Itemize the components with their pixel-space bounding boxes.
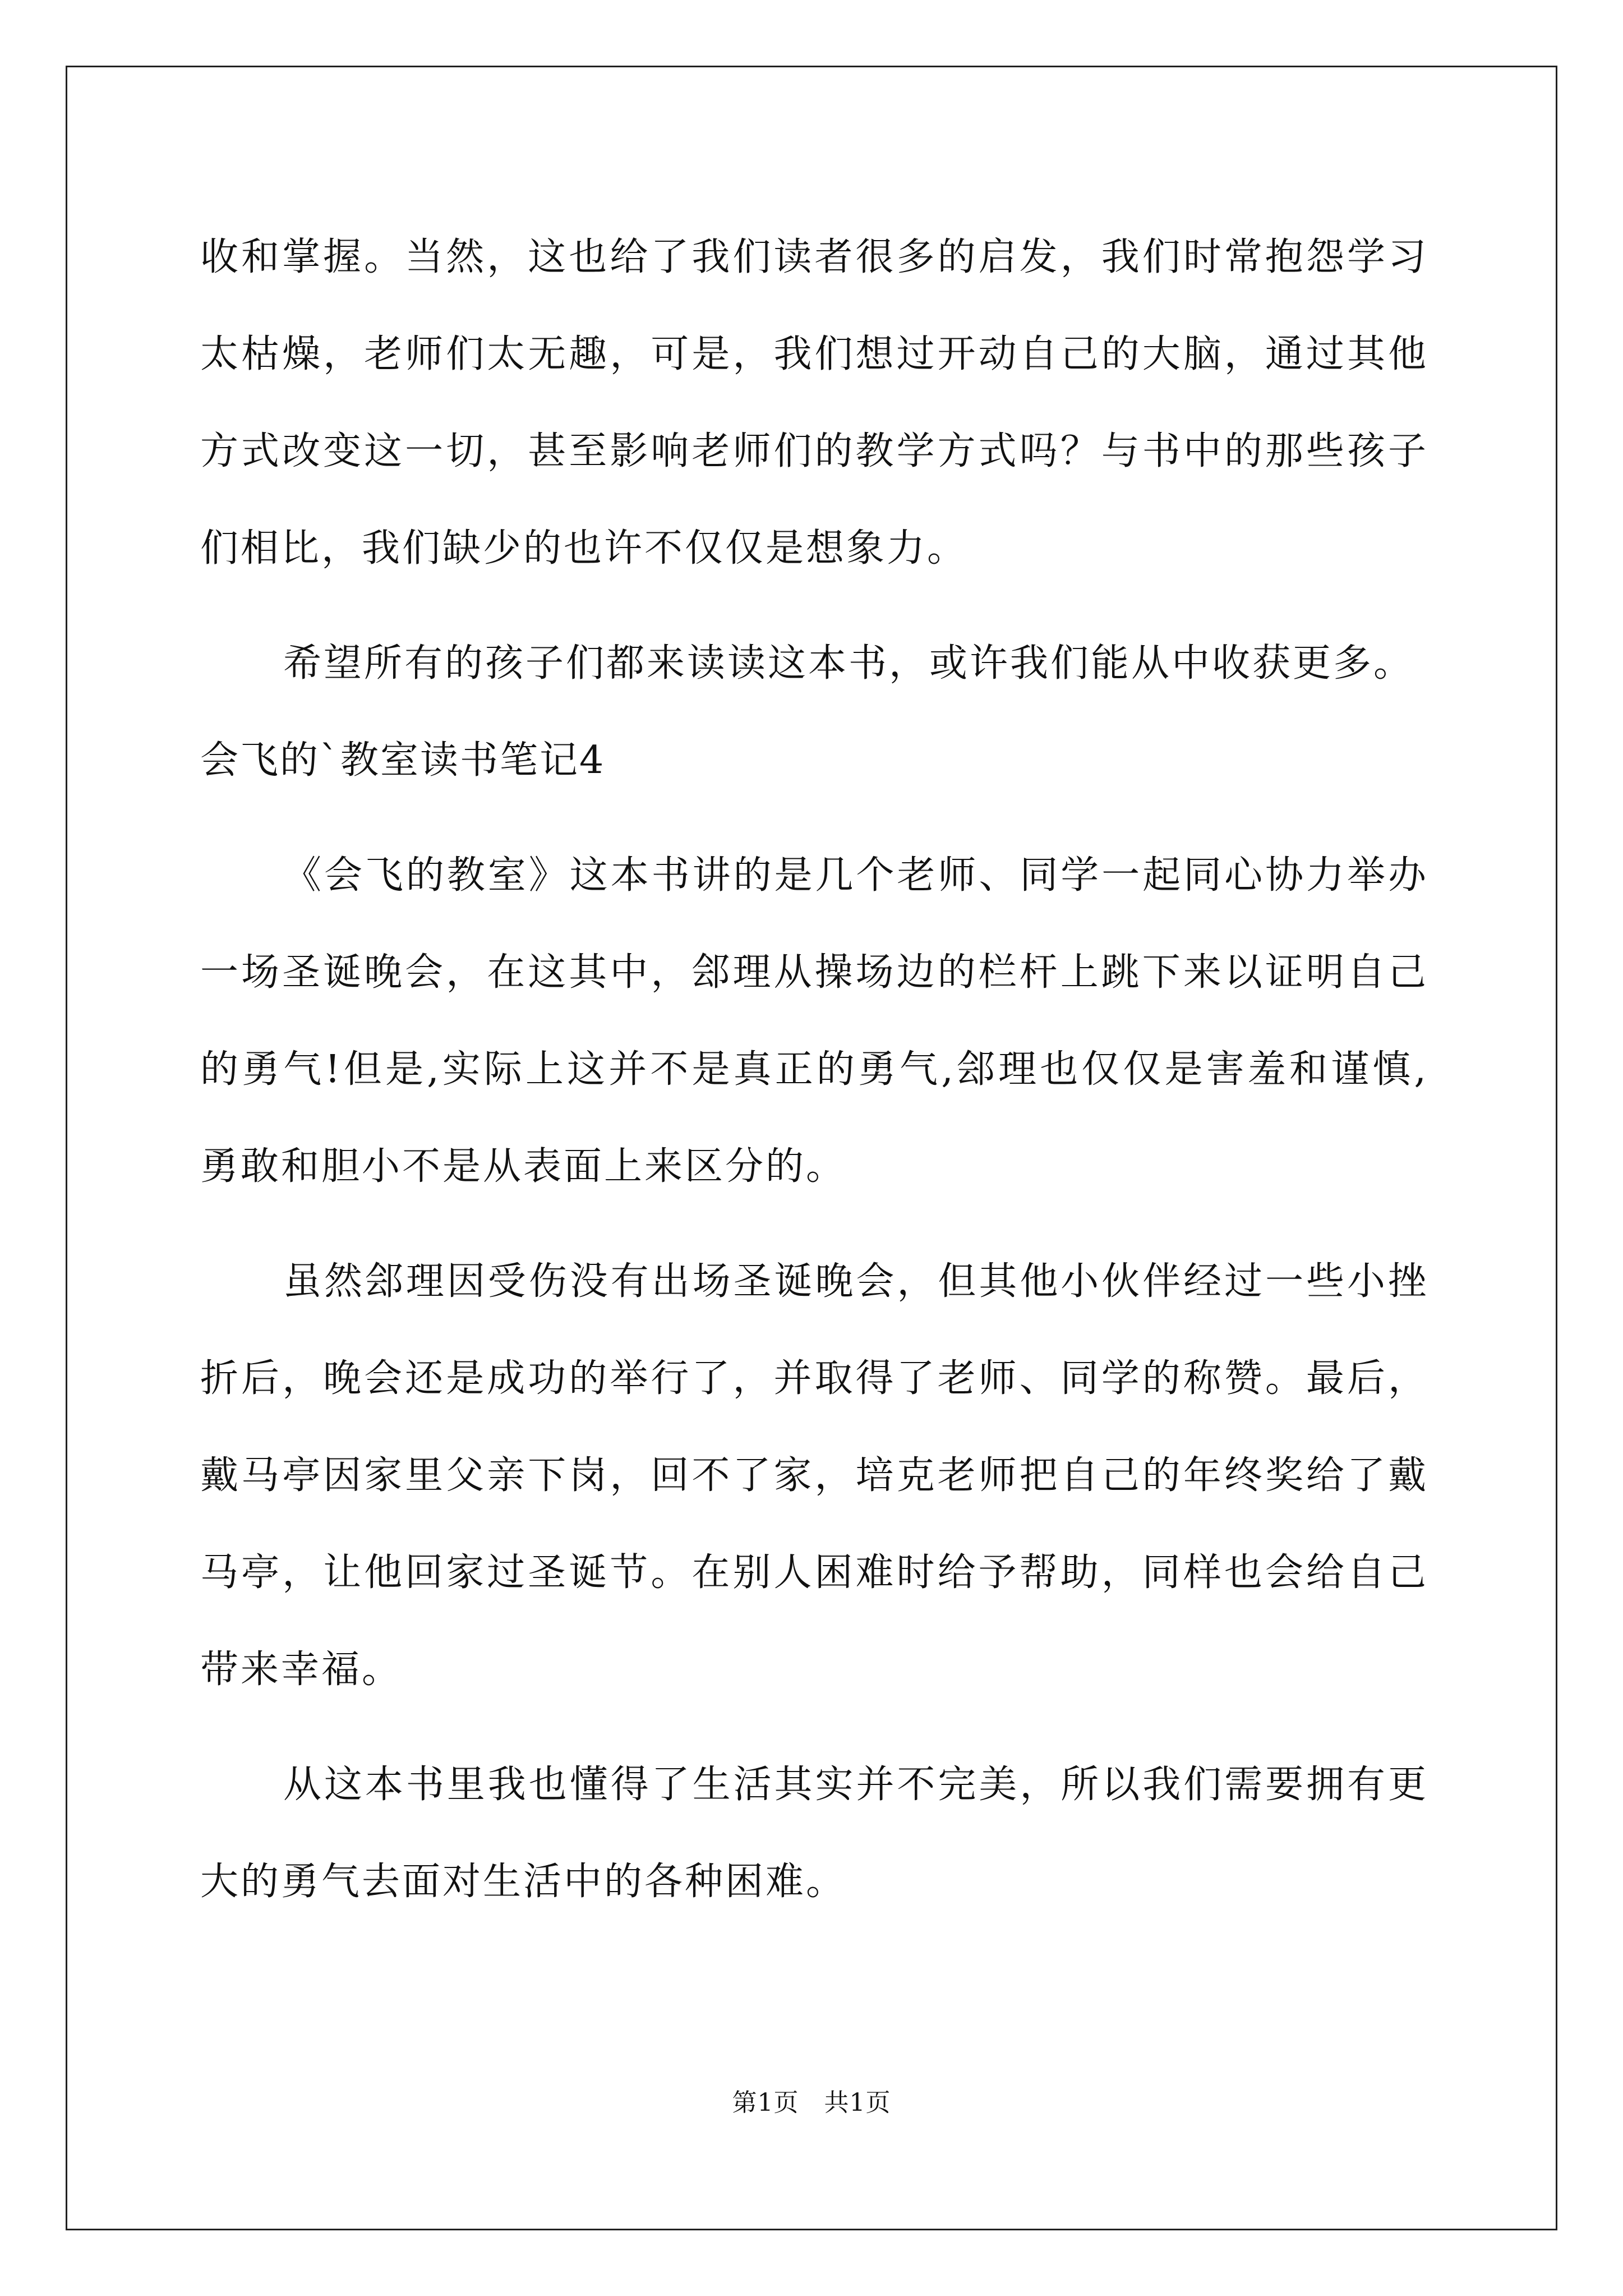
paragraph-line: 希望所有的孩子们都来读读这本书，或许我们能从中收获更多。 — [283, 641, 1414, 685]
paragraph-line: 一场圣诞晚会，在这其中，郐理从操场边的栏杆上跳下来以证明自己 — [200, 950, 1428, 995]
paragraph-line: 戴马亭因家里父亲下岗，回不了家，培克老师把自己的年终奖给了戴 — [200, 1453, 1428, 1498]
paragraph-line: 从这本书里我也懂得了生活其实并不完美，所以我们需要拥有更 — [283, 1763, 1428, 1807]
paragraph-line: 大的勇气去面对生活中的各种困难。 — [200, 1860, 847, 1904]
paragraph-line: 勇敢和胆小不是从表面上来区分的。 — [200, 1144, 847, 1189]
document-body — [200, 209, 1428, 1930]
paragraph-line: 折后，晚会还是成功的举行了，并取得了老师、同学的称赞。最后， — [200, 1356, 1428, 1401]
paragraph-line: 太枯燥，老师们太无趣，可是，我们想过开动自己的大脑，通过其他 — [200, 332, 1428, 376]
section-heading: 会飞的`教室读书笔记4 — [200, 738, 606, 783]
paragraph-line: 《会飞的教室》这本书讲的是几个老师、同学一起同心协力举办 — [283, 853, 1428, 898]
paragraph-line: 马亭，让他回家过圣诞节。在别人困难时给予帮助，同样也会给自己 — [200, 1550, 1428, 1595]
page-number-footer: 第1页 共1页 — [732, 2088, 891, 2117]
paragraph-line: 的勇气!但是,实际上这并不是真正的勇气,郐理也仅仅是害羞和谨慎, — [200, 1047, 1428, 1092]
paragraph-line: 们相比，我们缺少的也许不仅仅是想象力。 — [200, 526, 968, 570]
paragraph-line: 带来幸福。 — [200, 1648, 403, 1692]
paragraph-line: 虽然郐理因受伤没有出场圣诞晚会，但其他小伙伴经过一些小挫 — [283, 1259, 1428, 1304]
paragraph-line: 方式改变这一切，甚至影响老师们的教学方式吗？与书中的那些孩子 — [200, 429, 1428, 473]
paragraph-line: 收和掌握。当然，这也给了我们读者很多的启发，我们时常抱怨学习 — [200, 235, 1428, 279]
